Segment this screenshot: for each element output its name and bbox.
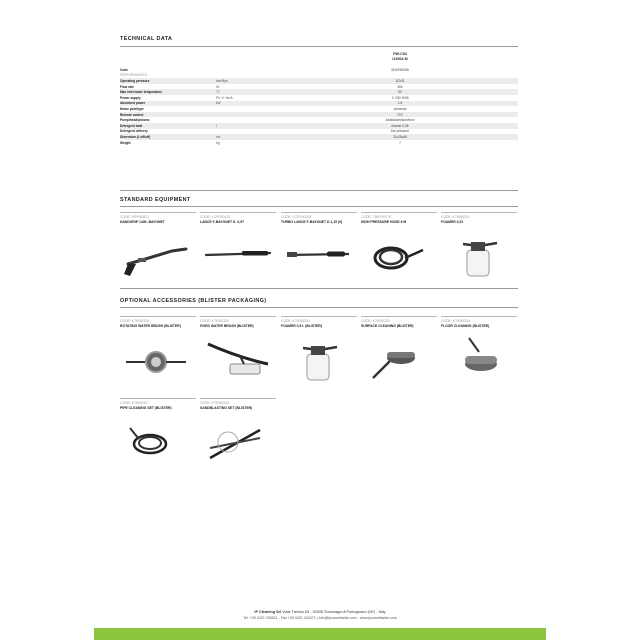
product-name: FOAMER 0,5 L (BLISTER) — [281, 324, 323, 328]
card-divider — [281, 316, 357, 317]
standard-equipment-rule — [120, 206, 518, 207]
lance-icon — [200, 230, 276, 280]
spec-value: Axial/aluminium/inox — [385, 118, 415, 123]
spec-unit: l — [216, 123, 217, 128]
card-divider — [361, 316, 437, 317]
spec-value: 360 — [397, 84, 403, 89]
model-header — [360, 52, 440, 62]
product-code: CODE: LCPR40123 — [200, 215, 231, 219]
product-name: FOAMER 0,51 — [441, 220, 464, 224]
card-divider — [361, 212, 437, 213]
spec-label: Max inlet water temperature — [120, 90, 163, 95]
product-name: LANCE F-BAYONET D. 0,97 — [200, 220, 244, 224]
product-code: CODE: KTRI40331 — [281, 319, 310, 323]
product-card — [441, 316, 517, 396]
spec-unit: Kg — [216, 140, 220, 145]
technical-data-title: TECHNICAL DATA — [120, 36, 173, 42]
product-code: CODE: KTRI40329 — [120, 319, 149, 323]
product-card — [361, 212, 437, 292]
standard-equipment-title: STANDARD EQUIPMENT — [120, 197, 191, 203]
card-divider — [441, 212, 517, 213]
card-divider — [200, 316, 276, 317]
technical-data-rule — [120, 46, 518, 47]
product-card — [200, 316, 276, 396]
product-card — [281, 316, 357, 396]
product-code: CODE: IPPR40821 — [120, 215, 150, 219]
spec-value: ITS — [397, 112, 403, 117]
hose-icon — [361, 230, 437, 280]
turbo-lance-icon — [281, 230, 357, 280]
product-name: ROTATING WATER BRUSH (BLISTER) — [120, 324, 181, 328]
spec-unit: l/h — [216, 84, 220, 89]
product-code: CODE: KTRI40331 — [441, 215, 470, 219]
card-divider — [120, 212, 196, 213]
spec-label: Detergent delivery — [120, 129, 148, 134]
card-divider — [120, 316, 196, 317]
footer-address — [0, 610, 640, 614]
optional-accessories-rule — [120, 307, 518, 308]
spec-value: 110/11 — [395, 78, 405, 83]
product-name: TURBO LANCE F-BAYONET D.1,15 (0) — [281, 220, 343, 224]
spec-value: low pressure — [390, 129, 410, 134]
product-card — [361, 316, 437, 396]
product-name: HIGH PRESSURE HOSE 6 M — [361, 220, 407, 224]
spec-label: Operating pressure — [120, 78, 150, 83]
fixed-brush-icon — [200, 334, 276, 384]
foamer-icon — [281, 334, 357, 384]
spec-value: universal — [393, 106, 407, 111]
optional-accessories-title: OPTIONAL ACCESSORIES (BLISTER PACKAGING) — [120, 298, 267, 304]
spec-label: Flow rate — [120, 84, 134, 89]
product-name: FIXED WATER BRUSH (BLISTER) — [200, 324, 254, 328]
spec-value: SDAP56298 — [391, 67, 409, 72]
standard-equipment-bottom-rule — [120, 288, 518, 289]
spec-value: 50 — [398, 90, 402, 95]
spec-label: Power supply — [120, 95, 141, 100]
product-name: SANDBLASTING SET (BLISTER) — [200, 406, 253, 410]
surface-cleaner-icon — [361, 334, 437, 384]
spec-label: Detergent tank — [120, 123, 143, 128]
product-name: FLOOR CLEANING (BLISTER) — [441, 324, 490, 328]
spec-unit: Ph~V~Hz/A — [216, 95, 233, 100]
spec-unit: kW — [216, 101, 221, 106]
spec-label: Absorbed power — [120, 101, 146, 106]
spec-label: Remote control — [120, 112, 144, 117]
product-code: CODE: LCPR40128 — [281, 215, 312, 219]
spec-value: 1~230~50/8 — [391, 95, 409, 100]
spec-unit: bar/Mpa — [216, 78, 228, 83]
rotating-brush-icon — [120, 334, 196, 384]
spec-label: Dimension (LxWxH) — [120, 134, 151, 139]
card-divider — [200, 212, 276, 213]
product-card — [200, 212, 276, 292]
spec-label: Motor pole/type — [120, 106, 144, 111]
product-code: CODE: KTRI40330 — [200, 319, 229, 323]
card-divider — [200, 398, 276, 399]
pipe-cleaning-icon — [120, 416, 196, 466]
product-code: CODE: TBKP40178 — [361, 215, 391, 219]
footer-address-text: Viale Treviso 63 - 30026 Summaga di Portogruaro (VE) - Italy — [281, 610, 386, 614]
product-card — [441, 212, 517, 292]
footer-company: IP Cleaning Srl — [254, 610, 282, 614]
product-code: CODE: KTRI40328 — [200, 401, 229, 405]
product-card — [200, 398, 276, 478]
spec-value: foamer 0,56 — [391, 123, 409, 128]
model-line1: PW-C04 — [393, 52, 407, 56]
spec-table — [120, 67, 518, 145]
spec-value: 1.6 — [397, 101, 403, 106]
spec-label: Code — [120, 67, 128, 72]
product-card — [120, 212, 196, 292]
product-name: HANDGRIP 1/4M -BAYONET — [120, 220, 165, 224]
footer-green-bar — [94, 628, 546, 640]
handgrip-icon — [120, 230, 196, 280]
product-name: SURFACE CLEANING (BLISTER) — [361, 324, 414, 328]
product-card — [120, 316, 196, 396]
spec-row — [120, 140, 518, 146]
product-name: PIPE CLEANING SET (BLISTER) — [120, 406, 172, 410]
spec-label: Weight — [120, 140, 131, 145]
spec-unit: cm — [216, 134, 221, 139]
footer-contacts: Tel. +39 0421 205511 - Fax +39 0421 204271 | info@ipcworldwide.com - www.ipcworldwide.com — [243, 616, 397, 620]
floor-cleaner-icon — [441, 334, 517, 384]
spec-label: PERFORMANCES — [120, 73, 147, 78]
card-divider — [120, 398, 196, 399]
product-code: CODE: KTRI40327 — [120, 401, 149, 405]
model-line2: I1106A M — [392, 57, 408, 61]
product-code: CODE: KTRI40326 — [441, 319, 470, 323]
card-divider — [281, 212, 357, 213]
card-divider — [441, 316, 517, 317]
spec-unit: °C — [216, 90, 220, 95]
technical-data-bottom-rule — [120, 190, 518, 191]
product-code: CODE: KTRI40325 — [361, 319, 390, 323]
product-card — [120, 398, 196, 478]
spec-value: 7 — [399, 140, 401, 145]
foamer-icon — [441, 230, 517, 280]
product-card — [281, 212, 357, 292]
spec-value: 31x25x46 — [393, 134, 407, 139]
sandblasting-icon — [200, 416, 276, 466]
spec-label: Pump/head/pistons — [120, 118, 150, 123]
